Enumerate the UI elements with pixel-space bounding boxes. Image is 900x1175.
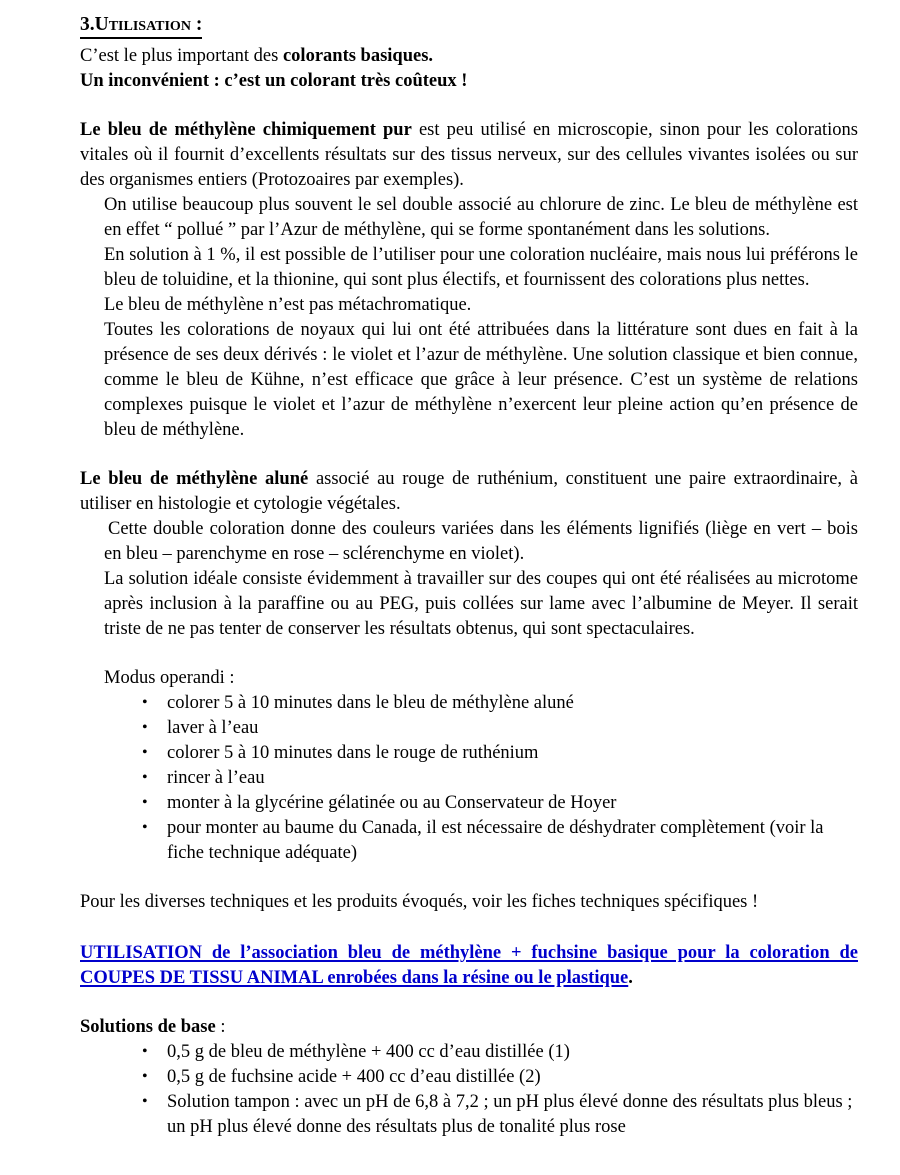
modus-operandi-label: Modus operandi : bbox=[104, 668, 235, 688]
paragraph-solution-1pc: En solution à 1 %, il est possible de l’utiliser pour une coloration nucléaire, mais nous lui préférons le bleu de toluidine, et la thionine, qui sont plus électifs, et fournissent des colorations plus nettes. bbox=[104, 245, 858, 290]
paragraph-metachromatique: Le bleu de méthylène n’est pas métachromatique. bbox=[104, 295, 472, 315]
list-item: • colorer 5 à 10 minutes dans le bleu de méthylène aluné bbox=[80, 691, 858, 716]
paragraph-sel-double: On utilise beaucoup plus souvent le sel double associé au chlorure de zinc. Le bleu de méthylène est en effet “ pollué ” par l’Azur de méthylène, qui se forme spontanément dans les solutions. bbox=[104, 195, 858, 240]
intro-line-2: Un inconvénient : c’est un colorant très coûteux ! bbox=[80, 71, 468, 91]
list-item: • laver à l’eau bbox=[80, 716, 858, 741]
blue-link-heading[interactable] bbox=[80, 941, 858, 991]
paragraph-alune bbox=[80, 467, 858, 517]
intro-line-1 bbox=[80, 44, 858, 69]
list-item: • colorer 5 à 10 minutes dans le rouge de ruthénium bbox=[80, 741, 858, 766]
paragraph-solution-ideale: La solution idéale consiste évidemment à travailler sur des coupes qui ont été réalisées au microtome après inclusion à la paraffine ou au PEG, puis collées sur lame avec l’albumine de Meyer. Il serait triste de ne pas tenter de conserver les résultats obtenus, qui sont spectaculaires. bbox=[104, 569, 858, 639]
section-title-colon: : bbox=[190, 14, 203, 35]
paragraph-alune-body: associé au rouge de ruthénium, constituent une paire extraordinaire, à utiliser en histologie et cytologie végétales. bbox=[80, 469, 858, 514]
modus-operandi-list bbox=[80, 691, 858, 866]
solutions-de-base-colon: : bbox=[215, 1017, 226, 1037]
list-item: • Solution tampon : avec un pH de 6,8 à 7,2 ; un pH plus élevé donne des résultats plus bleus ; un pH plus élevé donne des résultats plus de tonalité plus rose bbox=[80, 1090, 858, 1140]
list-item: • 0,5 g de fuchsine acide + 400 cc d’eau distillée (2) bbox=[80, 1065, 858, 1090]
blue-link-heading-text[interactable]: UTILISATION de l’association bleu de méthylène + fuchsine basique pour la coloration de COUPES DE TISSU ANIMAL enrobées dans la résine ou le plastique bbox=[80, 943, 858, 988]
section-title-text: Utilisation bbox=[94, 14, 191, 35]
paragraph-double-coloration: Cette double coloration donne des couleurs variées dans les éléments lignifiés (liège en vert – bois en bleu – parenchyme en rose – sclérenchyme en violet). bbox=[104, 519, 858, 564]
solutions-de-base-list bbox=[80, 1040, 858, 1140]
spacer-2 bbox=[80, 443, 858, 467]
list-item: • pour monter au baume du Canada, il est nécessaire de déshydrater complètement (voir la fiche technique adéquate) bbox=[80, 816, 858, 866]
list-item: • rincer à l’eau bbox=[80, 766, 858, 791]
spacer-1 bbox=[80, 94, 858, 118]
spacer-5 bbox=[80, 915, 858, 941]
page-title bbox=[80, 12, 202, 39]
intro-line-1-plain: C’est le plus important des bbox=[80, 46, 283, 66]
intro-line-1-bold: colorants basiques. bbox=[282, 46, 434, 66]
paragraph-pure-lead: Le bleu de méthylène chimiquement pur bbox=[80, 120, 412, 140]
paragraph-alune-lead: Le bleu de méthylène aluné bbox=[80, 469, 309, 489]
paragraph-diverses-techniques: Pour les diverses techniques et les produits évoqués, voir les fiches techniques spécifiques ! bbox=[80, 892, 759, 912]
blue-link-heading-tail: . bbox=[628, 968, 633, 988]
solutions-de-base-label: Solutions de base bbox=[80, 1017, 216, 1037]
spacer-6 bbox=[80, 991, 858, 1015]
list-item: • 0,5 g de bleu de méthylène + 400 cc d’eau distillée (1) bbox=[80, 1040, 858, 1065]
solutions-de-base-heading bbox=[80, 1015, 858, 1040]
list-item: • monter à la glycérine gélatinée ou au Conservateur de Hoyer bbox=[80, 791, 858, 816]
section-heading-wrapper bbox=[80, 12, 858, 41]
section-number: 3. bbox=[80, 14, 95, 35]
spacer-4 bbox=[80, 866, 858, 890]
paragraph-pure-body: est peu utilisé en microscopie, sinon pour les colorations vitales où il fournit d’excellents résultats sur des tissus nerveux, sur des cellules vivantes isolées ou sur des organismes entiers (Protozoaires par exemples). bbox=[80, 120, 859, 190]
paragraph-toutes-colorations: Toutes les colorations de noyaux qui lui ont été attribuées dans la littérature sont dues en fait à la présence de ses deux dérivés : le violet et l’azur de méthylène. Une solution classique et bien connue, comme le bleu de Kühne, n’est efficace que grâce à leur présence. C’est un système de relations complexes puisque le violet et l’azur de méthylène n’exercent leur pleine action qu’en présence de bleu de méthylène. bbox=[104, 320, 858, 440]
spacer-3 bbox=[80, 642, 858, 666]
paragraph-pure bbox=[80, 118, 858, 193]
